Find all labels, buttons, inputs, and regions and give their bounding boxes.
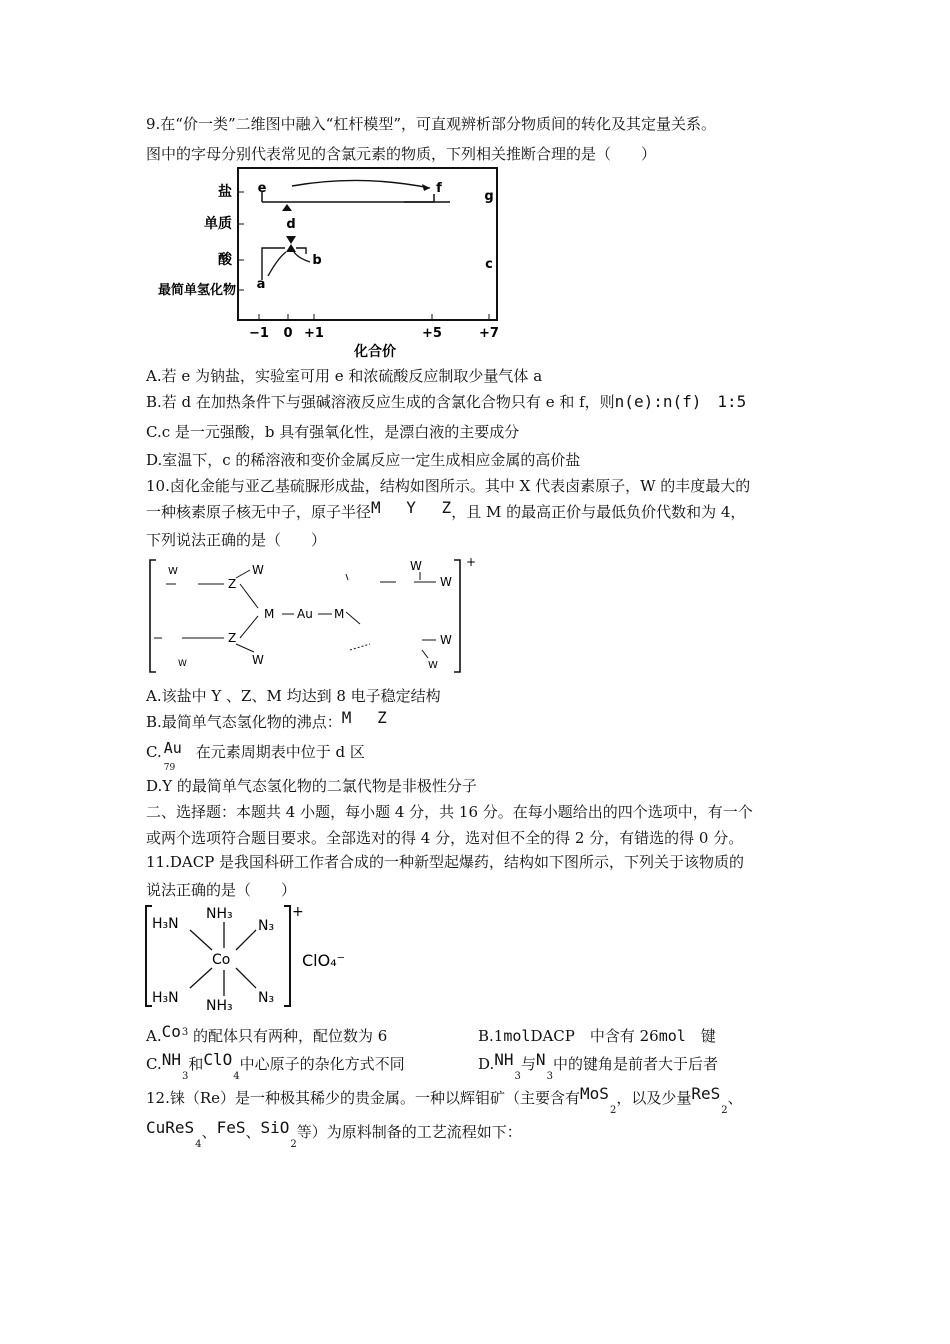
q9-valence-class-diagram: [140, 166, 510, 362]
point-b: b: [312, 253, 322, 268]
q9-option-a: A.若 e 为钠盐，实验室可用 e 和浓硫酸反应制取少量气体 a: [146, 367, 543, 385]
q12-line2-c: 等）为原料制备的工艺流程如下：: [296, 1123, 522, 1141]
point-a: a: [256, 277, 266, 292]
q10-option-a: A.该盐中 Y 、Z、M 均达到 8 电子稳定结构: [146, 687, 441, 705]
q10-option-b: [146, 708, 387, 732]
y-label-hydride: 最简单氢化物: [157, 283, 236, 298]
point-g: g: [484, 189, 494, 204]
y-label-salt: 盐: [218, 184, 232, 200]
q9-stem-line1: 9.在“价一类”二维图中融入“杠杆模型”，可直观辨析部分物质间的转化及其定量关系。: [146, 115, 716, 133]
q12-res2-sub: 2: [721, 1105, 728, 1116]
q12-line2-a: 、: [201, 1123, 217, 1141]
q9-option-c: C.c 是一元强酸，b 具有强氧化性，是漂白液的主要成分: [146, 423, 520, 441]
q10-option-c: [146, 739, 365, 773]
q11-stem-line2: 说法正确的是（ ）: [146, 881, 297, 899]
q11-d-n3: N: [535, 1050, 546, 1069]
q11-co-charge: 3: [181, 1027, 189, 1038]
point-d: d: [286, 217, 296, 232]
q11-c-clo4-sub: 4: [233, 1071, 240, 1082]
q12-sio2: SiO: [260, 1118, 290, 1137]
q10-m2: M: [334, 607, 345, 621]
q10-w4: W: [178, 659, 187, 669]
y-label-acid: 酸: [218, 252, 232, 268]
q11-charge: +: [292, 904, 304, 920]
q11-ligand-h3n-top: H₃N: [152, 916, 179, 932]
point-f: f: [436, 181, 442, 196]
q12-line1-a: 12.铼（Re）是一种极其稀少的贵金属。一种以辉钼矿（主要含有: [146, 1089, 581, 1107]
q11-option-c-label: C.: [146, 1055, 162, 1073]
q10-gold-complex-structure: [140, 554, 480, 680]
q12-res2: ReS: [691, 1084, 721, 1103]
q11-dacp-structure: [140, 900, 380, 1016]
q11-ligand-h3n-bottom: H₃N: [152, 990, 179, 1006]
q12-stem-line2: [146, 1118, 522, 1150]
section2-instruction-line1: 二、选择题：本题共 4 小题，每小题 4 分，共 16 分。在每小题给出的四个选项中，有一个: [146, 803, 753, 821]
q11-cobalt: Co: [212, 952, 231, 968]
q11-option-c-and: 和: [188, 1055, 204, 1073]
section2-instruction-line2: 或两个选项符合题目要求。全部选对的得 4 分，选对但不全的得 2 分，有错选的得 0 分。: [146, 829, 744, 847]
q10-option-c-text: 在元素周期表中位于 d 区: [195, 743, 365, 761]
q12-line2-b: 、: [245, 1123, 261, 1141]
q10-au-nuclide: [162, 739, 196, 773]
q10-stem-line1: 10.卤化金能与亚乙基硫脲形成盐，结构如图所示。其中 X 代表卤素原子，W 的丰度最大的: [146, 477, 751, 495]
q10-au-symbol: Au: [163, 739, 182, 757]
q10-w3: W: [252, 653, 264, 667]
q10-stem-line2: [146, 498, 746, 522]
q12-line1-c: 、: [727, 1089, 743, 1107]
y-label-element: 单质: [204, 216, 232, 232]
q10-radius-order: M Y Z: [371, 498, 452, 517]
q11-perchlorate-anion: ClO₄⁻: [302, 951, 346, 970]
q11-ligand-n3-top: N₃: [258, 918, 275, 934]
q10-w6: W: [440, 575, 452, 589]
q11-options-ab: [146, 1022, 716, 1049]
q11-option-c-text: 中心原子的杂化方式不同: [239, 1055, 405, 1073]
q9-option-b-formula: n(e):n(f) 1:5: [614, 392, 747, 411]
q12-mos2: MoS: [580, 1084, 609, 1103]
q11-c-nh3-sub: 3: [181, 1071, 189, 1082]
q10-charge: +: [466, 555, 477, 569]
q10-w5: W: [410, 559, 422, 573]
q11-option-b: [478, 1026, 716, 1046]
q10-stem-line2-a: 一种核素原子核无中子，原子半径: [146, 503, 372, 521]
q11-stem-line1: 11.DACP 是我国科研工作者合成的一种新型起爆药，结构如下图所示，下列关于该物质的: [146, 853, 745, 871]
q9-option-b-text: B.若 d 在加热条件下与强碱溶液反应生成的含氯化合物只有 e 和 f，则: [146, 393, 615, 411]
q12-cures4: CuReS: [146, 1118, 195, 1137]
q11-ligand-n3-bottom: N₃: [258, 990, 275, 1006]
q10-stem-line3: 下列说法正确的是（ ）: [146, 531, 327, 549]
q12-cures4-sub: 4: [195, 1139, 202, 1150]
q10-z2: Z: [228, 631, 237, 645]
x-tick-plus5: +5: [422, 326, 442, 341]
q12-mos2-sub: 2: [609, 1105, 617, 1116]
q10-au: Au: [297, 607, 313, 621]
q11-options-cd: [146, 1050, 718, 1082]
q11-d-nh3-sub: 3: [514, 1071, 521, 1082]
q11-option-a-label: A.: [146, 1027, 162, 1045]
x-tick-plus7: +7: [479, 326, 499, 341]
q9-stem-line2: 图中的字母分别代表常见的含氯元素的物质，下列相关推断合理的是（ ）: [146, 145, 657, 163]
q11-c-clo4: ClO: [203, 1050, 233, 1069]
q10-au-atomic-number: 79: [163, 763, 176, 773]
q11-co-symbol: Co: [161, 1022, 181, 1041]
q11-option-d-text: 中的键角是前者大于后者: [552, 1055, 718, 1073]
q10-w1: W: [252, 563, 264, 577]
q11-d-n3-sub: 3: [546, 1071, 553, 1082]
x-axis-label: 化合价: [354, 344, 396, 360]
q12-line1-b: ，以及少量: [616, 1089, 692, 1107]
q9-option-b: [146, 392, 746, 412]
q11-c-nh3: NH: [161, 1050, 181, 1069]
q11-option-b-label: B.1: [478, 1027, 504, 1045]
point-c: c: [485, 257, 493, 272]
q10-z1: Z: [228, 577, 237, 591]
x-tick-plus1: +1: [304, 326, 324, 341]
q10-option-b-formula: M Z: [341, 708, 387, 727]
q12-fes: FeS: [216, 1118, 246, 1137]
q11-option-d: [478, 1050, 718, 1082]
q9-option-d: D.室温下，c 的稀溶液和变价金属反应一定生成相应金属的高价盐: [146, 451, 581, 469]
q10-m1: M: [264, 607, 275, 621]
q10-stem-line2-b: ，且 M 的最高正价与最低负价代数和为 4，: [451, 503, 746, 521]
q11-option-b-bond: 键: [685, 1027, 716, 1045]
q10-w8: W: [428, 660, 438, 671]
q12-stem-line1: [146, 1084, 743, 1116]
q11-ligand-nh3-top: NH₃: [206, 906, 233, 922]
q10-w7: W: [440, 633, 452, 647]
q11-option-a-text: 的配体只有两种，配位数为 6: [193, 1027, 388, 1045]
x-tick-minus1: −1: [249, 326, 269, 341]
q10-option-c-label: C.: [146, 743, 162, 761]
q11-ligand-nh3-bottom: NH₃: [206, 998, 233, 1014]
q11-option-d-label: D.: [478, 1055, 495, 1073]
q11-mol-unit-2: mol: [658, 1027, 686, 1045]
q11-option-b-text: DACP 中含有 26: [530, 1027, 659, 1045]
x-tick-0: 0: [283, 326, 293, 341]
q12-sio2-sub: 2: [290, 1139, 297, 1150]
q11-mol-unit-1: mol: [503, 1027, 531, 1045]
point-e: e: [257, 181, 267, 196]
q11-option-d-and: 与: [520, 1055, 536, 1073]
q10-option-b-text: B.最简单气态氢化物的沸点：: [146, 713, 342, 731]
q11-d-nh3: NH: [494, 1050, 514, 1069]
q10-option-d: D.Y 的最简单气态氢化物的二氯代物是非极性分子: [146, 777, 477, 795]
q10-w2: W: [168, 566, 178, 577]
